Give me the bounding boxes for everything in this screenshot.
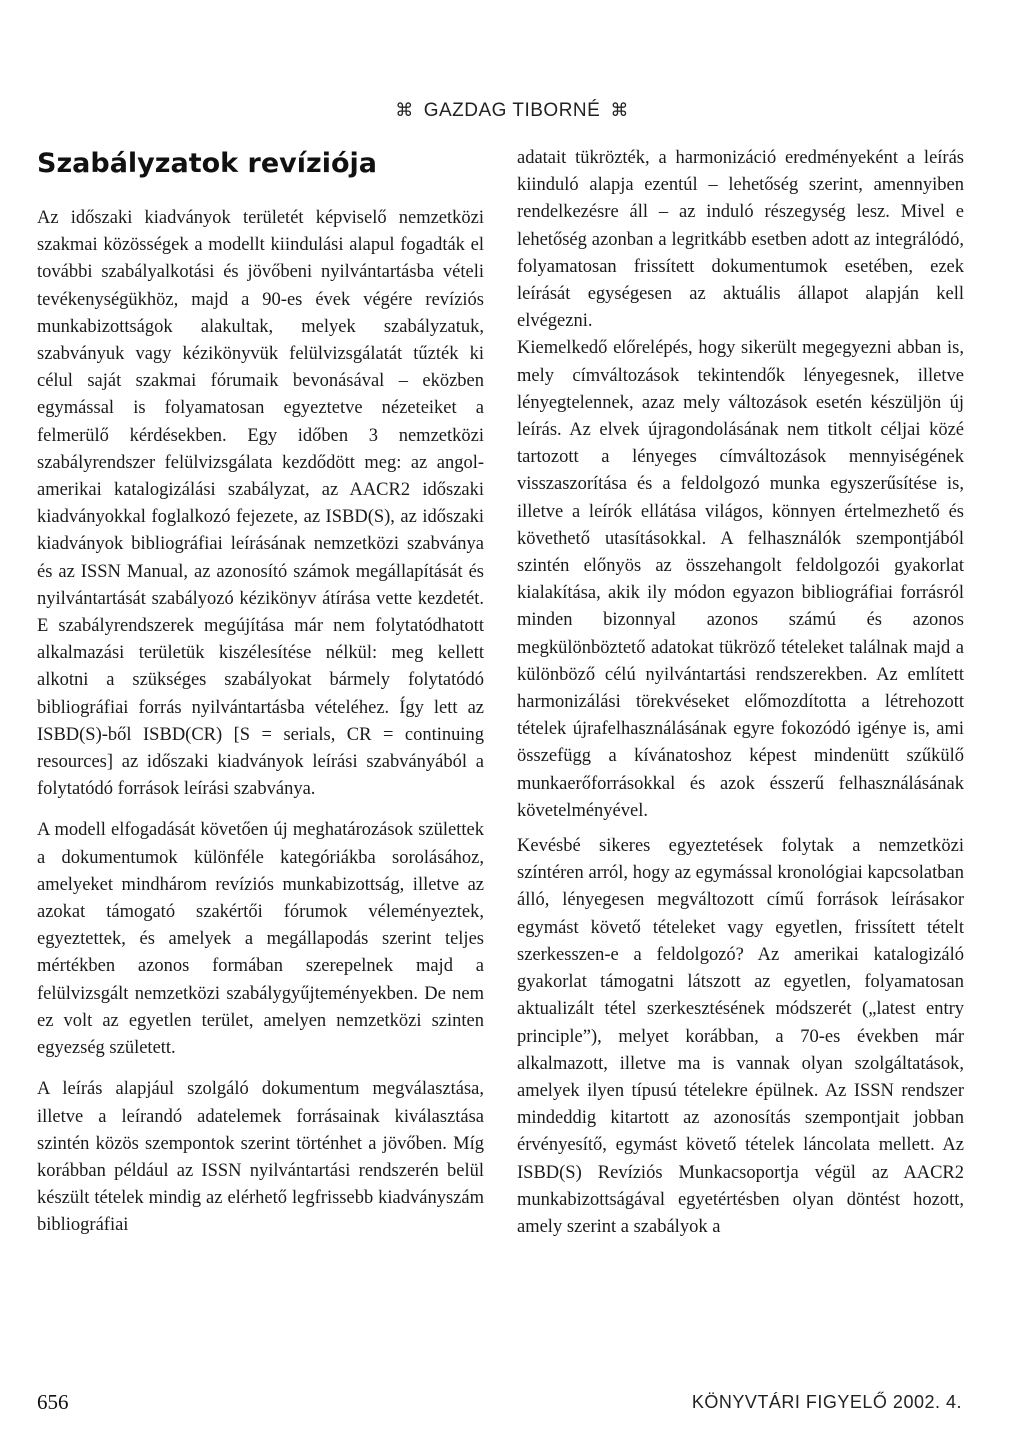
left-paragraph-3: A leírás alapjául szolgáló dokumentum megválasztása, illetve a leírandó adatelemek forrásainak kiválasztása szintén közös szempontok szerint történhet a jövőben. Míg korábban például az ISSN nyilvántartási rendszerén belül készült tételek mindig az elérhető legfrissebb kiadványszám bibliográfiai <box>37 1079 484 1236</box>
ornament-icon-left: ⌘ <box>395 100 414 121</box>
left-column <box>37 205 484 1240</box>
running-head <box>0 100 1024 122</box>
page-number: 656 <box>37 1390 69 1414</box>
author-name: GAZDAG TIBORNÉ <box>423 100 601 121</box>
ornament-icon-right: ⌘ <box>610 100 629 121</box>
right-paragraph-2: Kiemelkedő előrelépés, hogy sikerült megegyezni abban is, mely címváltozások tekintendők lényegesnek, illetve lényegtelennek, azaz mely változások esetén készüljön új leírás. Az elvek újragondolásának nem titkolt céljai közé tartozott a lényeges címváltozások mennyiségének visszaszorítása és a feldolgozó munka egyszerűsítése is, illetve a leírók ellátása világos, könnyen értelmezhető és követhető utasításokkal. A felhasználók szempontjából szintén előnyös az összehangolt feldolgozói gyakorlat kialakítása, akik ily módon egyazon bibliográfiai forrásról minden bizonnyal azonos számú és azonos megkülönböztető adatokat tükröző tételeket találnak majd a különböző célú nyilvántartási rendszerekben. Az említett harmonizálási törekvéseket előmozdította a létrehozott tételek újrafelhasználásának egyre fokozódó igénye is, ami összefügg a kívánatoshoz képest mindenütt szűkülő munkaerőforrásokkal és azok ésszerű felhasználásának követelményével. <box>517 338 964 821</box>
right-paragraph-1: adatait tükrözték, a harmonizáció eredményeként a leírás kiinduló alapja ezentúl – lehetőség szerint, amennyiben rendelkezésre áll – az induló részegység lesz. Mivel e lehetőség azonban a legritkább esetben adott az integrálódó, folyamatosan frissített dokumentumok esetében, ezek leírását egységesen az aktuális állapot alapján kell elvégezni. <box>517 148 964 332</box>
right-column <box>517 145 964 1241</box>
left-paragraph-1: Az időszaki kiadványok területét képviselő nemzetközi szakmai közösségek a modellt kiindulási alapul fogadták el további szabályalkotási és jövőbeni nyilvántartásba vételi tevékenységükhöz, majd a 90-es évek végére revíziós munkabizottságok alakultak, melyek szabályzatuk, szabványuk vagy kézikönyvük felülvizsgálatát tűzték ki célul saját szakmai fórumaik bevonásával – eközben egymással is folyamatosan egyeztetve nézeteiket a felmerülő kérdésekben. Egy időben 3 nemzetközi szabályrendszer felülvizsgálata kezdődött meg: az angol-amerikai katalogizálási szabályzat, az AACR2 időszaki kiadványokkal foglalkozó fejezete, az ISBD(S), az időszaki kiadványok bibliográfiai leírásának nemzetközi szabványa és az ISSN Manual, az azonosító számok megállapítását és nyilvántartását szabályozó kézikönyv átírása vette kezdetét. E szabályrendszerek megújítása már nem folytatódhatott alkalmazási területük kiszélesítése nélkül: meg kellett alkotni a szükséges szabályokat bármely folytatódó bibliográfiai forrás nyilvántartásba vételéhez. Így lett az ISBD(S)-ből ISBD(CR) [S = serials, CR = continuing resources] az időszaki kiadványok leírási szabványából a folytatódó források leírási szabványa. <box>37 208 484 800</box>
section-title: Szabályzatok revíziója <box>37 148 378 179</box>
journal-footer: KÖNYVTÁRI FIGYELŐ 2002. 4. <box>691 1392 962 1412</box>
right-paragraph-3: Kevésbé sikeres egyeztetések folytak a nemzetközi színtéren arról, hogy az egymással kronológiai kapcsolatban álló, lényegesen megváltozott című források leírásakor egymást követő tételeket vagy egyetlen, frissített tételt szerkesszen-e a feldolgozó? Az amerikai katalogizáló gyakorlat támogatni látszott az egyetlen, folyamatosan aktualizált tétel szerkesztésének módszerét („latest entry principle”), melyet korábban, a 70-es években már alkalmazott, illetve ma is vannak olyan szolgáltatások, amelyek ilyen típusú tételekre épülnek. Az ISSN rendszer mindeddig kitartott az azonosítás szempontjait jobban érvényesítő, egymást követő tételek láncolata mellett. Az ISBD(S) Revíziós Munkacsoportja végül az AACR2 munkabizottságával egyetértésben olyan döntést hozott, amely szerint a szabályok a <box>517 836 964 1237</box>
left-paragraph-2: A modell elfogadását követően új meghatározások születtek a dokumentumok különféle kategóriákba sorolásához, amelyeket mindhárom revíziós munkabizottság, illetve az azokat támogató szakértői fórumok véleményeztek, egyeztettek, és amelyek a megállapodás szerint teljes mértékben azonos formában szerepelnek majd a felülvizsgált nemzetközi szabálygyűjteményekben. De nem ez volt az egyetlen terület, amelyen nemzetközi szinten egyezség született. <box>37 820 484 1059</box>
